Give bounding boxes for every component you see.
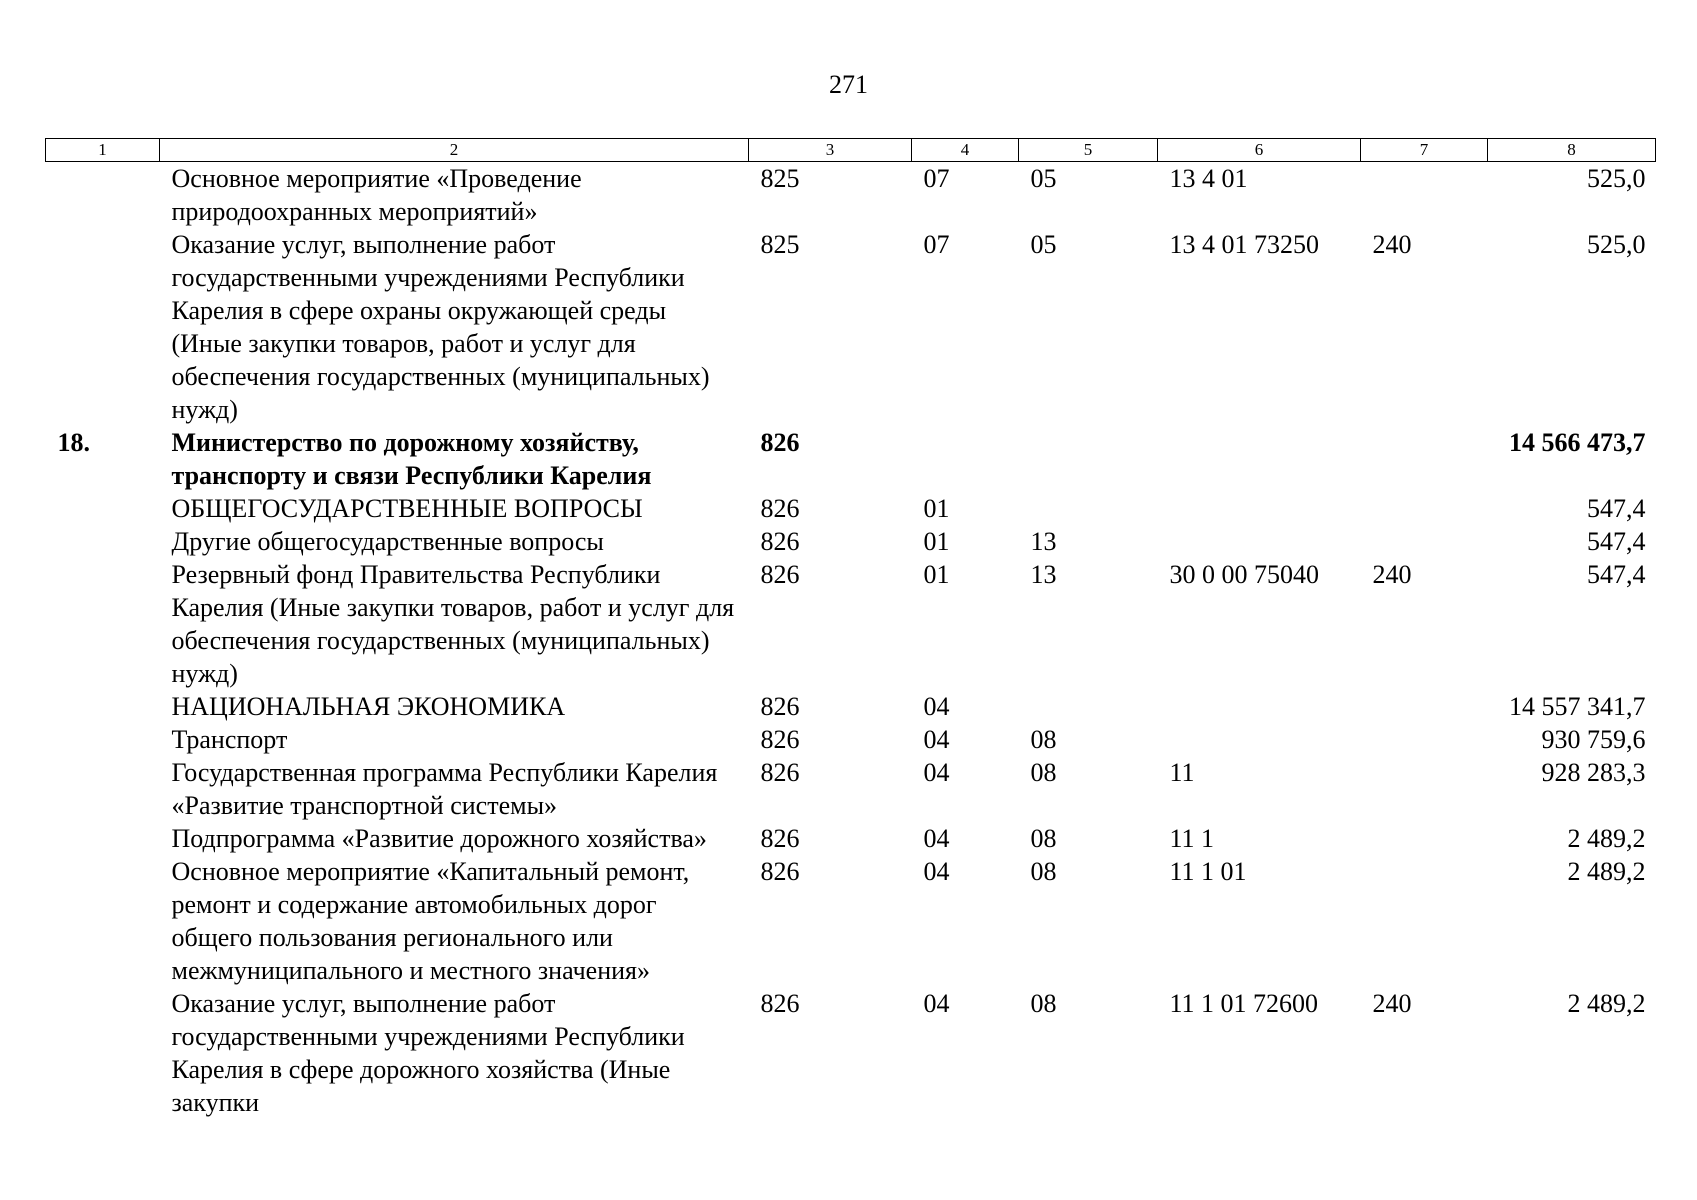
row-target-article <box>1158 723 1361 756</box>
row-index: 18. <box>57 428 90 457</box>
row-section: 01 <box>923 560 950 589</box>
row-index <box>46 558 160 690</box>
row-description: ОБЩЕГОСУДАРСТВЕННЫЕ ВОПРОСЫ <box>171 494 643 523</box>
row-ministry-code: 826 <box>760 857 800 886</box>
budget-table <box>45 138 1656 1119</box>
table-header <box>46 139 1656 162</box>
row-ministry-code: 826 <box>760 527 800 556</box>
row-expense-type: 240 <box>1372 989 1412 1018</box>
header-col-2: 2 <box>160 139 749 162</box>
table-row <box>46 822 1656 855</box>
row-section: 07 <box>923 164 950 193</box>
row-ministry-code: 826 <box>760 758 800 787</box>
row-subsection: 08 <box>1030 857 1057 886</box>
row-expense-type <box>1361 822 1488 855</box>
row-amount: 547,4 <box>1587 494 1646 523</box>
row-subsection: 13 <box>1030 560 1057 589</box>
row-subsection <box>1019 690 1158 723</box>
row-section: 07 <box>923 230 950 259</box>
row-expense-type <box>1361 855 1488 987</box>
row-description: Другие общегосударственные вопросы <box>171 527 604 556</box>
row-target-article: 11 1 01 <box>1169 857 1247 886</box>
row-amount: 928 283,3 <box>1541 758 1646 787</box>
header-col-7: 7 <box>1361 139 1488 162</box>
row-description: Основное мероприятие «Капитальный ремонт, ремонт и содержание автомобильных дорог общего пользования регионального или межмуниципального и местного значения» <box>171 857 690 985</box>
row-amount: 930 759,6 <box>1541 725 1646 754</box>
row-ministry-code: 826 <box>760 824 800 853</box>
row-ministry-code: 826 <box>760 428 800 457</box>
row-subsection: 08 <box>1030 824 1057 853</box>
row-target-article <box>1158 426 1361 492</box>
table-row <box>46 756 1656 822</box>
row-expense-type: 240 <box>1372 230 1412 259</box>
row-ministry-code: 826 <box>760 560 800 589</box>
row-index <box>46 492 160 525</box>
row-ministry-code: 826 <box>760 725 800 754</box>
row-subsection: 08 <box>1030 989 1057 1018</box>
row-index <box>46 822 160 855</box>
row-ministry-code: 825 <box>760 164 800 193</box>
row-expense-type <box>1361 723 1488 756</box>
page-number: 271 <box>829 70 868 99</box>
row-target-article: 13 4 01 73250 <box>1169 230 1319 259</box>
row-description: Основное мероприятие «Проведение природоохранных мероприятий» <box>171 164 582 226</box>
row-target-article: 11 1 01 72600 <box>1169 989 1319 1018</box>
row-subsection <box>1019 492 1158 525</box>
header-col-5: 5 <box>1019 139 1158 162</box>
row-expense-type: 240 <box>1372 560 1412 589</box>
table-row <box>46 690 1656 723</box>
row-ministry-code: 825 <box>760 230 800 259</box>
header-row <box>46 139 1656 162</box>
row-index <box>46 855 160 987</box>
table-row <box>46 162 1656 229</box>
table-row <box>46 228 1656 426</box>
row-subsection <box>1019 426 1158 492</box>
row-index <box>46 162 160 229</box>
header-col-8: 8 <box>1488 139 1656 162</box>
row-expense-type <box>1361 492 1488 525</box>
row-amount: 2 489,2 <box>1567 857 1646 886</box>
row-target-article: 11 1 <box>1169 824 1215 853</box>
header-col-3: 3 <box>749 139 912 162</box>
row-amount: 547,4 <box>1587 560 1646 589</box>
header-col-4: 4 <box>912 139 1019 162</box>
row-expense-type <box>1361 162 1488 229</box>
row-subsection: 08 <box>1030 758 1057 787</box>
table-body <box>46 162 1656 1120</box>
row-target-article <box>1158 690 1361 723</box>
row-index <box>46 723 160 756</box>
row-section: 04 <box>923 758 950 787</box>
row-expense-type <box>1361 426 1488 492</box>
row-description: Министерство по дорожному хозяйству, транспорту и связи Республики Карелия <box>171 428 652 490</box>
table-row <box>46 987 1656 1119</box>
row-section: 04 <box>923 824 950 853</box>
row-description: Оказание услуг, выполнение работ государственными учреждениями Республики Карелия в сфере охраны окружающей среды (Иные закупки товаров, работ и услуг для обеспечения государственных (муниципальных) нужд) <box>171 230 710 424</box>
row-index <box>46 690 160 723</box>
row-subsection: 05 <box>1030 230 1057 259</box>
row-section: 04 <box>923 692 950 721</box>
table-row <box>46 426 1656 492</box>
row-section: 01 <box>923 494 950 523</box>
row-description: Подпрограмма «Развитие дорожного хозяйства» <box>171 824 707 853</box>
row-target-article: 11 <box>1169 758 1195 787</box>
row-section: 04 <box>923 857 950 886</box>
row-expense-type <box>1361 690 1488 723</box>
row-target-article <box>1158 492 1361 525</box>
row-expense-type <box>1361 756 1488 822</box>
row-target-article: 30 0 00 75040 <box>1169 560 1319 589</box>
row-index <box>46 987 160 1119</box>
row-section: 01 <box>923 527 950 556</box>
table-row <box>46 855 1656 987</box>
row-target-article: 13 4 01 <box>1169 164 1248 193</box>
row-description: Резервный фонд Правительства Республики Карелия (Иные закупки товаров, работ и услуг для обеспечения государственных (муниципальных) нужд) <box>171 560 735 688</box>
row-ministry-code: 826 <box>760 494 800 523</box>
row-section: 04 <box>923 989 950 1018</box>
row-amount: 2 489,2 <box>1567 989 1646 1018</box>
row-index <box>46 525 160 558</box>
table-row <box>46 492 1656 525</box>
row-section: 04 <box>923 725 950 754</box>
row-description: Оказание услуг, выполнение работ государственными учреждениями Республики Карелия в сфере дорожного хозяйства (Иные закупки <box>171 989 685 1117</box>
row-index <box>46 756 160 822</box>
row-amount: 525,0 <box>1587 230 1646 259</box>
row-ministry-code: 826 <box>760 692 800 721</box>
header-col-6: 6 <box>1158 139 1361 162</box>
row-subsection: 08 <box>1030 725 1057 754</box>
row-amount: 547,4 <box>1587 527 1646 556</box>
row-amount: 2 489,2 <box>1567 824 1646 853</box>
row-amount: 525,0 <box>1587 164 1646 193</box>
row-description: НАЦИОНАЛЬНАЯ ЭКОНОМИКА <box>171 692 566 721</box>
row-target-article <box>1158 525 1361 558</box>
row-ministry-code: 826 <box>760 989 800 1018</box>
header-col-1: 1 <box>46 139 160 162</box>
row-subsection: 05 <box>1030 164 1057 193</box>
row-expense-type <box>1361 525 1488 558</box>
row-amount: 14 557 341,7 <box>1509 692 1646 721</box>
table-row <box>46 723 1656 756</box>
row-amount: 14 566 473,7 <box>1509 428 1646 457</box>
table-row <box>46 558 1656 690</box>
table-row <box>46 525 1656 558</box>
row-index <box>46 228 160 426</box>
row-description: Транспорт <box>171 725 288 754</box>
row-section <box>912 426 1019 492</box>
row-subsection: 13 <box>1030 527 1057 556</box>
row-description: Государственная программа Республики Карелия «Развитие транспортной системы» <box>171 758 718 820</box>
